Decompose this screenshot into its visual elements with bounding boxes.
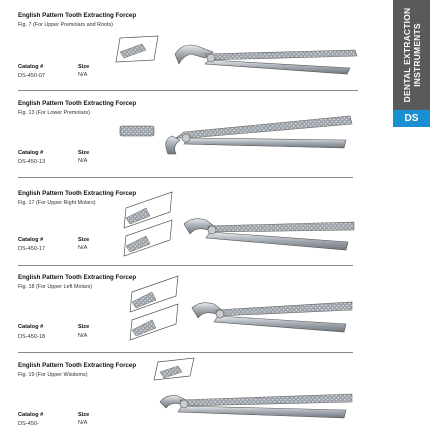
size-header: Size xyxy=(78,324,90,330)
product-figure: Fig. 19 (For Upper Wisdoms) xyxy=(18,372,88,378)
product-title: English Pattern Tooth Extracting Forcep xyxy=(18,190,137,197)
catalog-number: DS-450- xyxy=(18,421,39,427)
product-title: English Pattern Tooth Extracting Forcep xyxy=(18,362,137,369)
product-entry xyxy=(0,12,393,98)
size-value: N/A xyxy=(78,333,88,339)
product-entry xyxy=(0,190,393,265)
forcep-image xyxy=(160,110,360,170)
forcep-image xyxy=(165,34,365,84)
product-figure: Fig. 7 (For Upper Premolars and Roots) xyxy=(18,22,113,28)
catalog-header: Catalog # xyxy=(18,324,44,330)
catalog-number: DS-450-17 xyxy=(18,246,46,252)
product-figure: Fig. 18 (For Upper Left Molars) xyxy=(18,284,92,290)
section-heading: DENTAL EXTRACTION INSTRUMENTS xyxy=(401,7,422,103)
catalog-header: Catalog # xyxy=(18,150,44,156)
forcep-image xyxy=(156,388,356,428)
forcep-image xyxy=(178,212,358,262)
section-tag[interactable]: DS xyxy=(393,110,430,127)
section-sidebar xyxy=(393,0,430,430)
tip-detail-image xyxy=(118,122,158,142)
size-value: N/A xyxy=(78,72,88,78)
size-value: N/A xyxy=(78,245,88,251)
catalog-header: Catalog # xyxy=(18,64,44,70)
product-figure: Fig. 17 (For Upper Right Molars) xyxy=(18,200,96,206)
size-header: Size xyxy=(78,412,90,418)
catalog-number: DS-450-18 xyxy=(18,334,46,340)
product-entry xyxy=(0,362,393,430)
product-figure: Fig. 13 (For Lower Premolars) xyxy=(18,110,90,116)
product-entry xyxy=(0,100,393,180)
product-title: English Pattern Tooth Extracting Forcep xyxy=(18,12,137,19)
catalog-number: DS-450-13 xyxy=(18,159,46,165)
size-header: Size xyxy=(78,150,90,156)
tip-detail-image xyxy=(112,34,162,64)
size-value: N/A xyxy=(78,158,88,164)
product-title: English Pattern Tooth Extracting Forcep xyxy=(18,274,137,281)
product-entry xyxy=(0,274,393,349)
divider xyxy=(18,90,358,91)
tip-detail-image xyxy=(124,274,184,344)
product-title: English Pattern Tooth Extracting Forcep xyxy=(18,100,137,107)
catalog-header: Catalog # xyxy=(18,237,44,243)
size-header: Size xyxy=(78,64,90,70)
divider xyxy=(18,352,353,353)
divider xyxy=(18,265,353,266)
size-header: Size xyxy=(78,237,90,243)
divider xyxy=(18,177,353,178)
catalog-header: Catalog # xyxy=(18,412,44,418)
tip-detail-image xyxy=(150,358,196,384)
catalog-number: DS-450-07 xyxy=(18,73,46,79)
size-value: N/A xyxy=(78,420,88,426)
forcep-image xyxy=(186,296,356,346)
tip-detail-image xyxy=(118,190,178,260)
